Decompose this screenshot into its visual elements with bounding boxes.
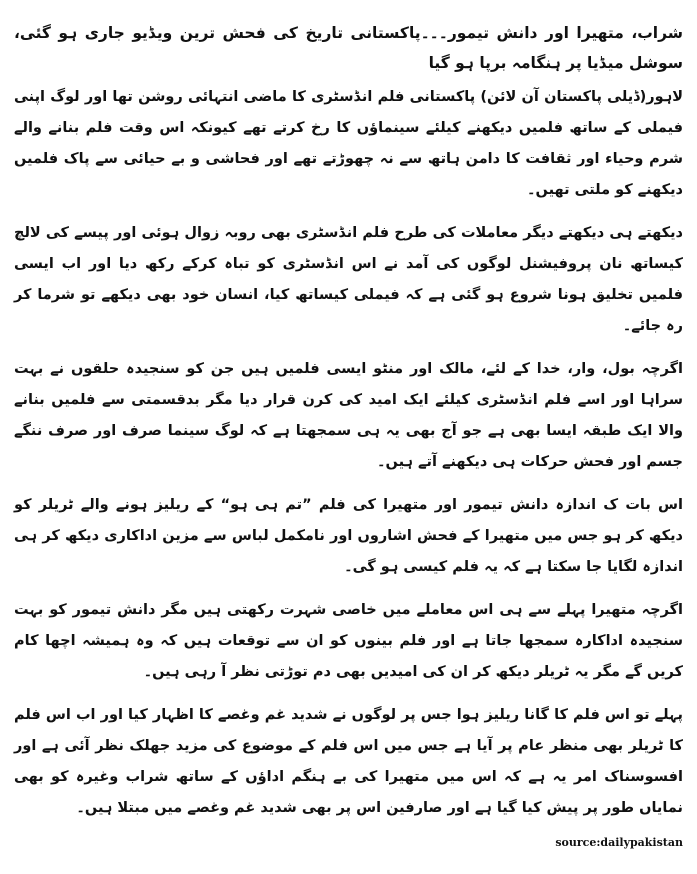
article-paragraph: اگرچہ بول، وار، خدا کے لئے، مالک اور منٹو ایسی فلمیں ہیں جن کو سنجیدہ حلقوں نے بہت سراہا اور اسے فلم انڈسٹری کیلئے ایک امید کی کرن قرار دیا مگر بدقسمتی سے فلمیں بنانے والا ایک طبقہ ایسا بھی ہے جو آج بھی یہ ہی سمجھتا ہے کہ لوگ سینما صرف اور صرف ننگے جسم اور فحش حرکات ہی دیکھنے آتے ہیں۔: [14, 361, 683, 470]
article-paragraph: پہلے تو اس فلم کا گانا ریلیز ہوا جس پر لوگوں نے شدید غم وغصے کا اظہار کیا اور اب اس فلم کا ٹریلر بھی منظر عام پر آیا ہے جس میں اس فلم کے موضوع کی مزید جھلک نظر آئی ہے اور افسوسناک امر یہ ہے کہ اس میں متھیرا کی بے ہنگم اداؤں کے ساتھ شراب وغیرہ کو بھی نمایاں طور پر پیش کیا گیا ہے اور صارفین اس پر بھی شدید غم وغصے میں مبتلا ہیں۔: [14, 707, 683, 816]
article-paragraph: اگرچہ متھیرا پہلے سے ہی اس معاملے میں خاصی شہرت رکھتی ہیں مگر دانش تیمور کو بہت سنجیدہ اداکارہ سمجھا جاتا ہے اور فلم بینوں کو ان سے توقعات ہیں کہ وہ ہمیشہ اچھا کام کریں گے مگر یہ ٹریلر دیکھ کر ان کی امیدیں بھی دم توڑتی نظر آ رہی ہیں۔: [14, 602, 683, 680]
article-paragraph: دیکھتے ہی دیکھتے دیگر معاملات کی طرح فلم انڈسٹری بھی روبہ زوال ہوئی اور پیسے کی لالچ کیساتھ نان پروفیشنل لوگوں کی آمد نے اس انڈسٹری کو تباہ کرکے رکھ دیا اور اب ایسی فلمیں تخلیق ہونا شروع ہو گئی ہے کہ فیملی کیساتھ کیا، انسان خود بھی دیکھے تو شرما کر رہ جائے۔: [14, 225, 683, 334]
article-paragraph: اس بات ک اندازہ دانش تیمور اور متھیرا کی فلم ”تم ہی ہو“ کے ریلیز ہونے والے ٹریلر کو دیکھ کر ہو جس میں متھیرا کے فحش اشاروں اور نامکمل لباس سے مزین اداکاری دیکھ کر ہی اندازہ لگایا جا سکتا ہے کہ یہ فلم کیسی ہو گی۔: [14, 497, 683, 575]
article-paragraph: لاہور(ڈیلی پاکستان آن لائن) پاکستانی فلم انڈسٹری کا ماضی انتہائی روشن تھا اور لوگ اپنی فیملی کے ساتھ فلمیں دیکھنے کیلئے سینماؤں کا رخ کرتے تھے کیونکہ اس وقت فلم بنانے والے شرم وحیاء اور ثقافت کا دامن ہاتھ سے نہ چھوڑتے تھے اور فحاشی و بے حیائی سے پاک فلمیں دیکھنے کو ملتی تھیں۔: [14, 89, 683, 198]
source-credit: source:dailypakistan: [555, 836, 683, 849]
article-body: [14, 18, 683, 836]
article-headline: شراب، متھیرا اور دانش تیمور۔۔۔پاکستانی تاریخ کی فحش ترین ویڈیو جاری ہو گئی، سوشل میڈیا پر ہنگامہ برپا ہو گیا: [14, 24, 683, 72]
